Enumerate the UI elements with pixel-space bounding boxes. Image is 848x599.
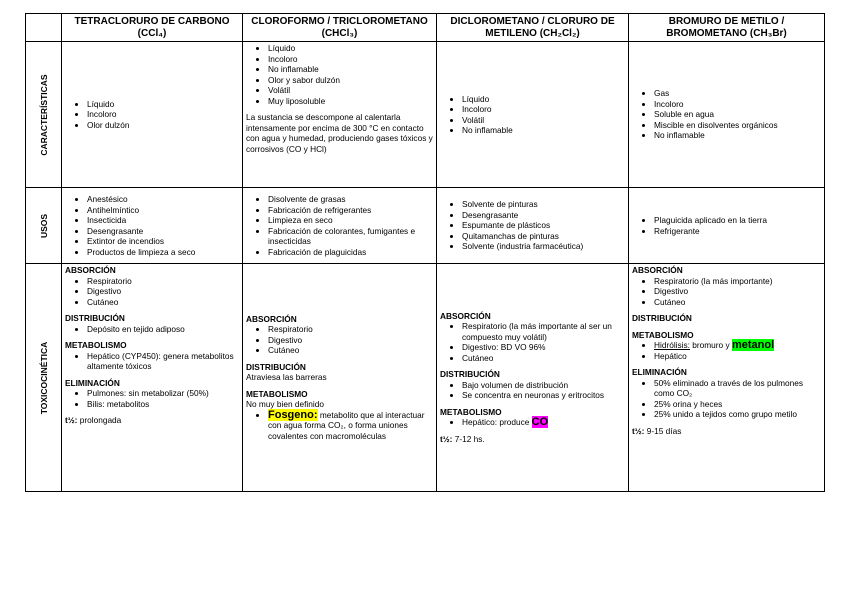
carac-ch2cl2 [437, 42, 629, 188]
toxico-chcl3 [243, 264, 437, 492]
half-life-label: t½: [632, 425, 645, 436]
chcl3-note: La sustancia se descompone al calentarla intensamente por encima de 300 °C en contacto con agua y humedad, produciendo gases tóxicos y corrosivos (CO y HCl) [246, 112, 433, 154]
usos-chcl3 [243, 188, 437, 264]
list-item: • Quitamanchas de pinturas [462, 231, 625, 242]
hidrolisis-text: bromuro y [692, 340, 730, 350]
header-ch3br: BROMURO DE METILO / BROMOMETANO (CH₃Br) [629, 14, 825, 42]
hidrolisis-label: Hidrólisis: [654, 340, 690, 350]
list-item: • Cutáneo [268, 345, 433, 356]
comparison-table [25, 13, 825, 492]
list-item: • Anestésico [87, 194, 239, 205]
list-item: • Limpieza en seco [268, 215, 433, 226]
elim-list [65, 388, 239, 409]
fosgeno-text: metabolito que al interactuar con agua forma CO₂, o forma uniones covalentes con macromoléculas [268, 409, 425, 441]
list-item: • Líquido [462, 94, 625, 105]
list-item: • Digestivo [268, 335, 433, 346]
corner-cell [26, 14, 62, 42]
list-item: • Respiratorio [268, 324, 433, 335]
list-item: • No inflamable [268, 64, 433, 75]
section-title: ABSORCIÓN [246, 313, 297, 324]
section-title: DISTRIBUCIÓN [246, 361, 306, 372]
list-item: • Incoloro [654, 99, 821, 110]
section-title: ABSORCIÓN [632, 265, 683, 275]
half-life-value: 9-15 días [646, 425, 682, 436]
usos-ccl4-list [65, 194, 239, 257]
usos-chcl3-list [246, 194, 433, 257]
list-item: • Hepático [654, 351, 821, 362]
half-life [65, 415, 239, 426]
abs-list [65, 276, 239, 308]
usos-ccl4 [62, 188, 243, 264]
toxico-ch3br [629, 264, 825, 492]
abs-list [246, 324, 433, 356]
list-item: • Cutáneo [87, 297, 239, 308]
section-title: METABOLISMO [440, 406, 502, 417]
carac-ch2cl2-list [440, 94, 625, 136]
usos-ch2cl2-list [440, 199, 625, 252]
list-item: • Productos de limpieza a seco [87, 247, 239, 258]
co-highlight: CO [531, 416, 549, 429]
carac-chcl3 [243, 42, 437, 188]
list-item: • Bilis: metabolitos [87, 399, 239, 410]
list-item: • Líquido [87, 99, 239, 110]
list-item: • Volátil [462, 115, 625, 126]
list-item: • Hepático (CYP450): genera metabolitos altamente tóxicos [87, 351, 239, 372]
list-item: • Respiratorio (la más importante) [654, 276, 821, 287]
usos-ch2cl2 [437, 188, 629, 264]
usos-ch3br-list [632, 215, 821, 236]
met-list [246, 410, 433, 442]
list-item: • Disolvente de grasas [268, 194, 433, 205]
list-item: • Incoloro [87, 109, 239, 120]
list-item: • Respiratorio (la más importante al ser un compuesto muy volátil) [462, 321, 625, 342]
dist-text: Atraviesa las barreras [246, 372, 327, 383]
carac-ch3br-list [632, 88, 821, 141]
section-title: ELIMINACIÓN [632, 367, 687, 377]
section-title: DISTRIBUCIÓN [632, 313, 692, 323]
section-title: ELIMINACIÓN [65, 377, 120, 388]
list-item: • Muy liposoluble [268, 96, 433, 107]
row-caracteristicas [26, 42, 825, 188]
list-item: • Antihelmíntico [87, 205, 239, 216]
list-item: • No inflamable [462, 125, 625, 136]
list-item: • Olor dulzón [87, 120, 239, 131]
header-ccl4: TETRACLORURO DE CARBONO (CCl₄) [62, 14, 243, 42]
list-item: • Insecticida [87, 215, 239, 226]
half-life [440, 434, 625, 445]
list-item: • Se concentra en neuronas y eritrocitos [462, 390, 625, 401]
carac-chcl3-list [246, 43, 433, 106]
list-item: • Solvente de pinturas [462, 199, 625, 210]
section-title: METABOLISMO [65, 340, 127, 350]
list-item: • Digestivo [654, 286, 821, 297]
list-item: • Bajo volumen de distribución [462, 380, 625, 391]
met-text: No muy bien definido [246, 399, 324, 410]
list-item: • Miscible en disolventes orgánicos [654, 120, 821, 131]
carac-ccl4-list [65, 99, 239, 131]
section-title: METABOLISMO [632, 329, 694, 340]
fosgeno-highlight: Fosgeno: [268, 408, 318, 421]
list-item: • Extintor de incendios [87, 236, 239, 247]
list-item: • Cutáneo [654, 297, 821, 308]
list-item: • Solvente (industria farmacéutica) [462, 241, 625, 252]
list-item: • Respiratorio [87, 276, 239, 287]
list-item [654, 340, 821, 351]
list-item: • Cutáneo [462, 353, 625, 364]
section-title: DISTRIBUCIÓN [65, 313, 125, 323]
list-item: • Soluble en agua [654, 109, 821, 120]
dist-list [65, 324, 239, 335]
list-item: • Gas [654, 88, 821, 99]
elim-list [632, 378, 821, 420]
header-row [26, 14, 825, 42]
carac-ccl4 [62, 42, 243, 188]
header-chcl3: CLOROFORMO / TRICLOROMETANO (CHCl₃) [243, 14, 437, 42]
list-item: • Espumante de plásticos [462, 220, 625, 231]
list-item: • Depósito en tejido adiposo [87, 324, 239, 335]
met-list [65, 351, 239, 372]
list-item: • Incoloro [268, 54, 433, 65]
section-title: DISTRIBUCIÓN [440, 369, 500, 380]
list-item [462, 417, 625, 428]
met-prefix: Hepático: produce [462, 417, 530, 428]
row-label-toxicocinetica: TOXICOCINÉTICA [26, 264, 62, 492]
abs-list [440, 321, 625, 363]
half-life-value: 7-12 hs. [454, 433, 485, 444]
list-item: • Olor y sabor dulzón [268, 75, 433, 86]
carac-ch3br [629, 42, 825, 188]
metanol-highlight: metanol [731, 339, 775, 351]
list-item: • Desengrasante [462, 210, 625, 221]
list-item: • Digestivo [87, 286, 239, 297]
row-label-caracteristicas: CARACTERÍSTICAS [26, 42, 62, 188]
half-life-label: t½: [65, 415, 78, 425]
list-item: • Pulmones: sin metabolizar (50%) [87, 388, 239, 399]
section-title: METABOLISMO [246, 388, 308, 399]
met-list [632, 340, 821, 361]
row-toxicocinetica [26, 264, 825, 492]
half-life-label: t½: [440, 433, 453, 444]
section-title: ABSORCIÓN [65, 265, 116, 275]
row-usos [26, 188, 825, 264]
list-item: • Volátil [268, 85, 433, 96]
header-ch2cl2: DICLOROMETANO / CLORURO DE METILENO (CH₂Cl₂) [437, 14, 629, 42]
half-life-value: prolongada [79, 415, 122, 425]
list-item: • Fabricación de plaguicidas [268, 247, 433, 258]
toxico-ch2cl2 [437, 264, 629, 492]
row-label-usos: USOS [26, 188, 62, 264]
list-item [268, 410, 433, 442]
abs-list [632, 276, 821, 308]
usos-ch3br [629, 188, 825, 264]
toxico-ccl4 [62, 264, 243, 492]
list-item: • Plaguicida aplicado en la tierra [654, 215, 821, 226]
list-item: • Fabricación de refrigerantes [268, 205, 433, 216]
list-item: • Digestivo: BD VO 96% [462, 342, 625, 353]
list-item: • 50% eliminado a través de los pulmones como CO₂ [654, 378, 821, 399]
half-life [632, 426, 821, 437]
list-item: • Fabricación de colorantes, fumigantes e insecticidas [268, 226, 433, 247]
list-item: • Líquido [268, 43, 433, 54]
list-item: • Desengrasante [87, 226, 239, 237]
list-item: • 25% orina y heces [654, 399, 821, 410]
list-item: • 25% unido a tejidos como grupo metilo [654, 409, 821, 420]
dist-list [440, 380, 625, 401]
list-item: • No inflamable [654, 130, 821, 141]
list-item: • Incoloro [462, 104, 625, 115]
list-item: • Refrigerante [654, 226, 821, 237]
section-title: ABSORCIÓN [440, 310, 491, 321]
met-list [440, 417, 625, 428]
